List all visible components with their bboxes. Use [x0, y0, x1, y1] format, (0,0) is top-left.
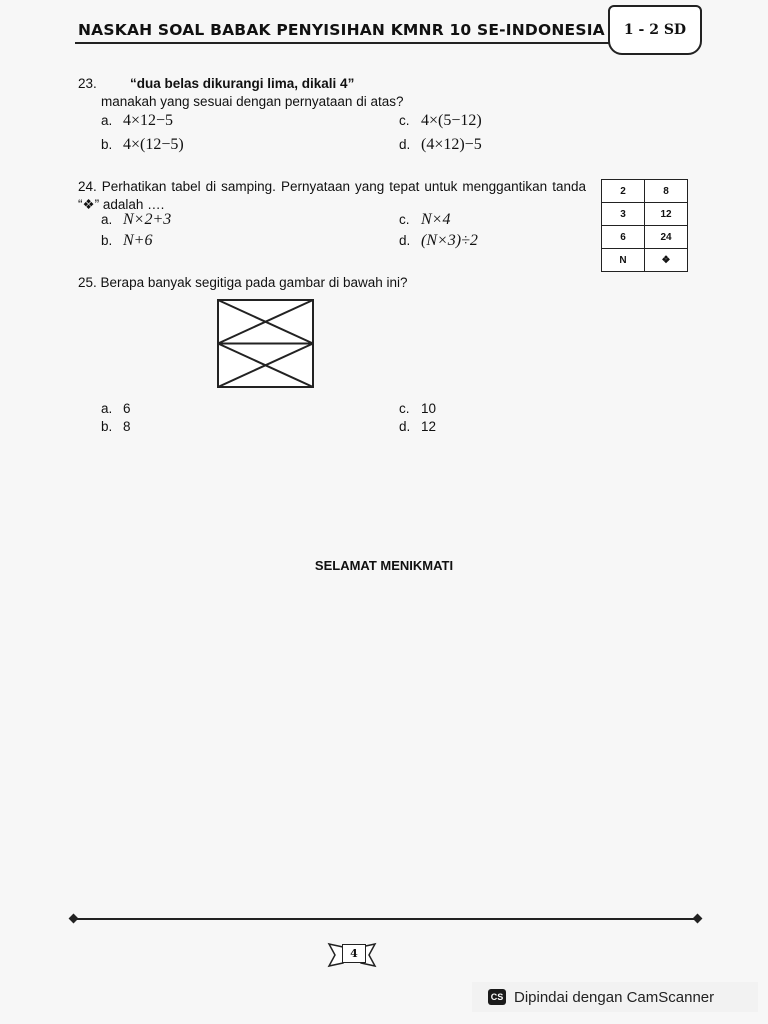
- q24-number: 24.: [78, 179, 97, 194]
- option-expression: 4×(5−12): [421, 112, 482, 129]
- option-label: b.: [101, 233, 113, 248]
- option-expression: 4×(12−5): [123, 136, 184, 153]
- option-expression: N×4: [421, 211, 451, 228]
- option-expression: N+6: [123, 232, 153, 249]
- footer-rule: [73, 918, 697, 920]
- pattern-table: [601, 179, 688, 272]
- option-label: a.: [101, 401, 113, 416]
- option-expression: 4×12−5: [123, 112, 174, 129]
- q25-option-c: [399, 401, 436, 416]
- table-row: [602, 226, 688, 249]
- option-label: a.: [101, 212, 113, 227]
- scanner-watermark: [472, 982, 758, 1012]
- option-expression: N×2+3: [123, 211, 172, 228]
- q24-option-d: [399, 232, 478, 250]
- q23-statement: “dua belas dikurangi lima, dikali 4”: [130, 76, 355, 91]
- q24-text: [78, 178, 586, 214]
- q23-number: 23.: [78, 76, 97, 91]
- option-value: 10: [421, 401, 437, 416]
- table-cell: 6: [602, 226, 645, 249]
- q23-question: manakah yang sesuai dengan pernyataan di atas?: [101, 94, 404, 109]
- camscanner-logo-icon: CS: [488, 989, 506, 1005]
- q25-question: Berapa banyak segitiga pada gambar di bawah ini?: [100, 275, 408, 290]
- table-cell: 12: [645, 203, 688, 226]
- q23-option-c: [399, 112, 482, 130]
- scanner-text: Dipindai dengan CamScanner: [514, 988, 715, 1006]
- q25-text: [78, 274, 408, 291]
- table-cell: 3: [602, 203, 645, 226]
- option-label: d.: [399, 419, 411, 434]
- q24-option-b: [101, 232, 152, 250]
- page-number: 4: [342, 944, 366, 963]
- footer-diamond-right: [693, 914, 703, 924]
- q24-option-c: [399, 211, 450, 229]
- q23-option-d: [399, 136, 482, 154]
- q25-option-a: [101, 401, 131, 416]
- header-title: NASKAH SOAL BABAK PENYISIHAN KMNR 10 SE-INDONESIA: [78, 21, 605, 39]
- q25-option-b: [101, 419, 131, 434]
- option-label: b.: [101, 137, 113, 152]
- closing-text: SELAMAT MENIKMATI: [314, 558, 454, 573]
- option-value: 6: [123, 401, 131, 416]
- footer-diamond-left: [69, 914, 79, 924]
- q23-option-b: [101, 136, 184, 154]
- table-cell: 8: [645, 180, 688, 203]
- q24-option-a: [101, 211, 171, 229]
- q24-question: Perhatikan tabel di samping. Pernyataan yang tepat untuk menggantikan tanda “❖” adalah ….: [78, 179, 586, 212]
- table-cell: ❖: [645, 249, 688, 272]
- option-label: d.: [399, 137, 411, 152]
- table-cell: 24: [645, 226, 688, 249]
- option-label: a.: [101, 113, 113, 128]
- option-label: c.: [399, 212, 410, 227]
- q25-option-d: [399, 419, 436, 434]
- table-row: [602, 180, 688, 203]
- header-rule: [75, 42, 697, 44]
- option-label: c.: [399, 401, 410, 416]
- table-row: [602, 203, 688, 226]
- option-label: d.: [399, 233, 411, 248]
- option-value: 12: [421, 419, 437, 434]
- option-expression: (N×3)÷2: [421, 232, 478, 249]
- q23-option-a: [101, 112, 173, 130]
- option-value: 8: [123, 419, 131, 434]
- triangle-figure: [217, 299, 315, 389]
- table-row: [602, 249, 688, 272]
- option-expression: (4×12)−5: [421, 136, 482, 153]
- option-label: c.: [399, 113, 410, 128]
- table-cell: N: [602, 249, 645, 272]
- table-cell: 2: [602, 180, 645, 203]
- q25-number: 25.: [78, 275, 97, 290]
- level-badge: 1 - 2 SD: [608, 5, 702, 55]
- option-label: b.: [101, 419, 113, 434]
